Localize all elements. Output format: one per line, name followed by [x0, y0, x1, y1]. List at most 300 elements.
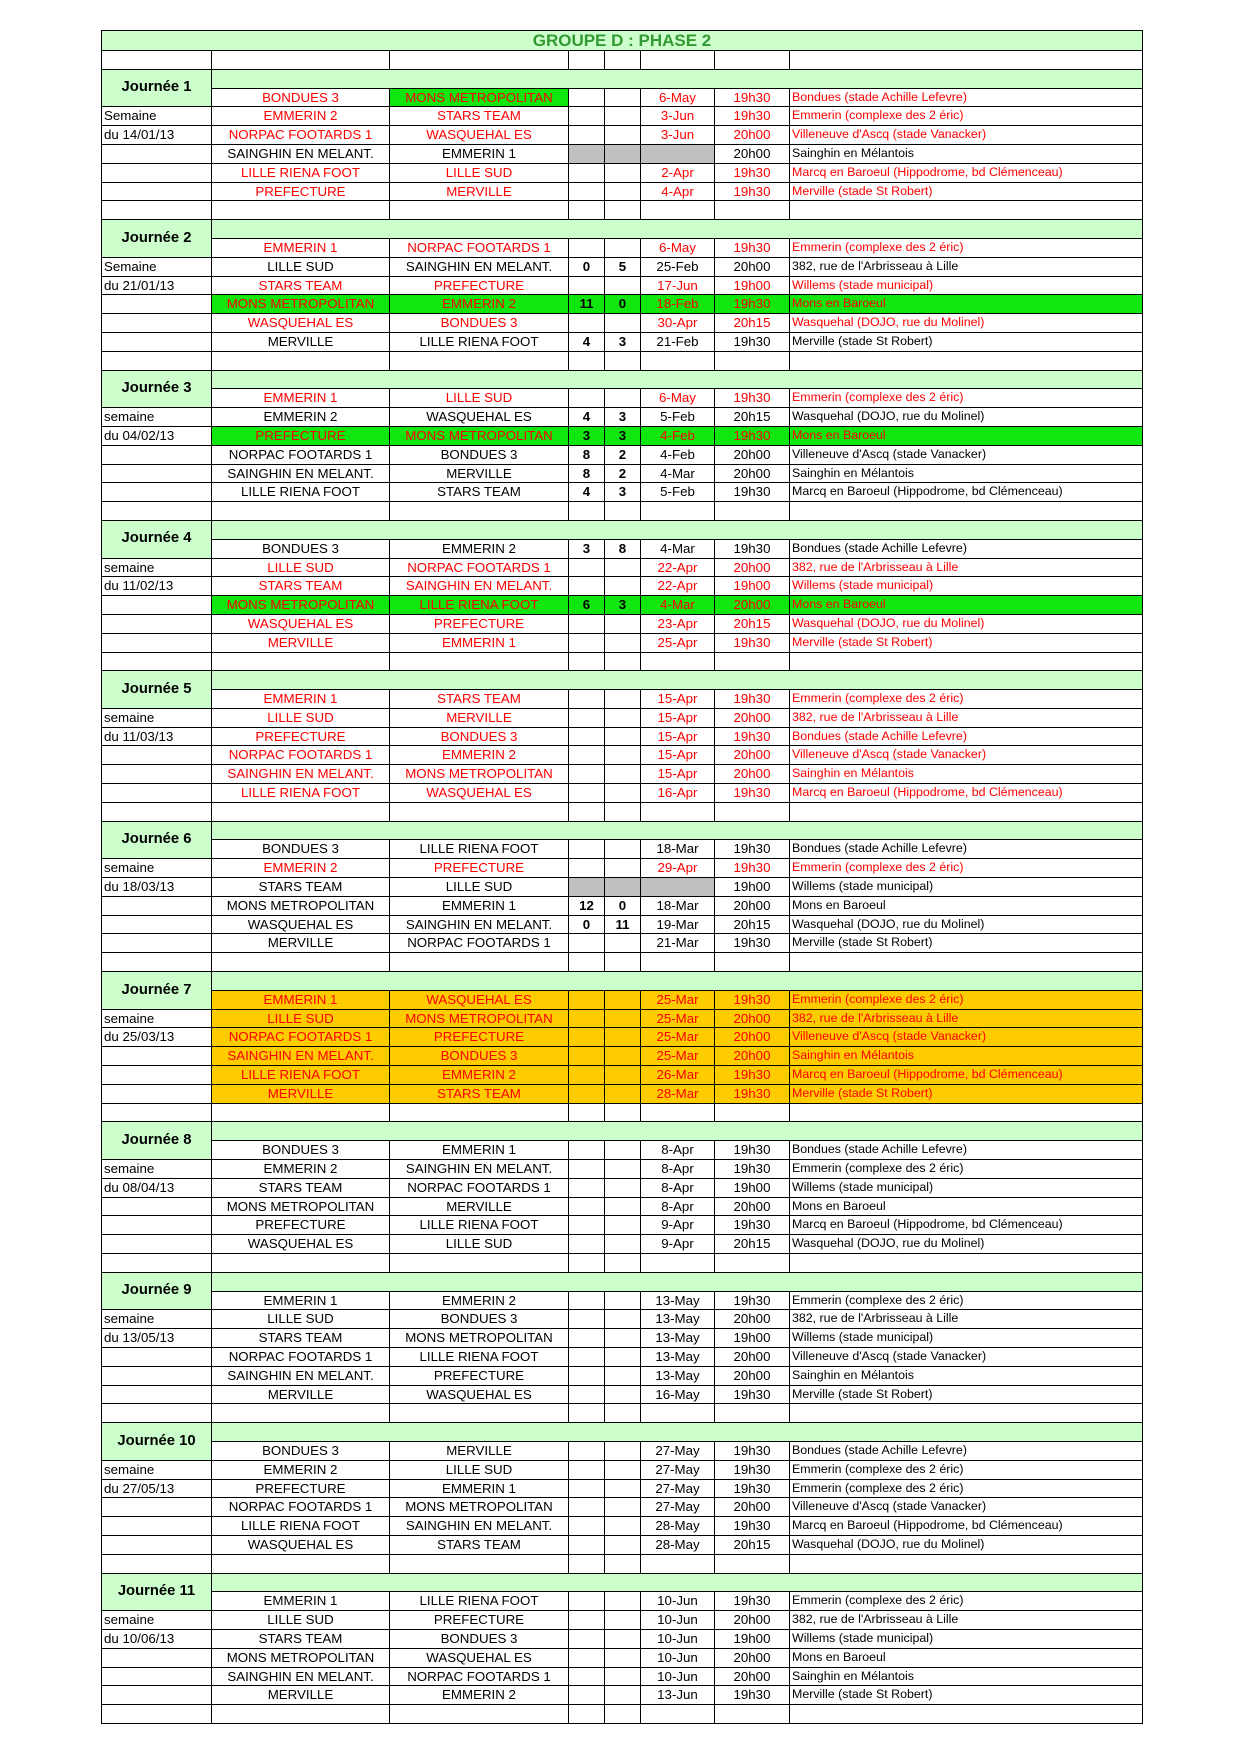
empty-cell	[569, 352, 605, 371]
home-team-cell: PREFECTURE	[212, 1480, 390, 1499]
match-date-cell: 8-Apr	[641, 1160, 715, 1179]
away-team-cell: BONDUES 3	[390, 446, 569, 465]
home-score-cell	[569, 126, 605, 145]
away-team-cell: MONS METROPOLITAN	[390, 89, 569, 108]
home-score-cell	[569, 634, 605, 653]
match-date-cell: 25-Mar	[641, 1010, 715, 1029]
week-start-date: du 04/02/13	[102, 427, 212, 446]
away-team-cell: MONS METROPOLITAN	[390, 1010, 569, 1029]
home-score-cell	[569, 765, 605, 784]
match-date-cell: 4-Apr	[641, 183, 715, 202]
match-date-cell: 15-Apr	[641, 746, 715, 765]
away-score-cell	[605, 1536, 641, 1555]
empty-cell	[790, 51, 1143, 70]
venue-cell: Mons en Baroeul	[790, 427, 1143, 446]
away-score-cell	[605, 1160, 641, 1179]
match-date-cell: 21-Feb	[641, 333, 715, 352]
journee-label: Journée 6	[102, 822, 212, 860]
journee-block	[102, 822, 1143, 972]
match-date-cell: 3-Jun	[641, 126, 715, 145]
match-time-cell: 20h15	[715, 1235, 790, 1254]
match-time-cell: 19h30	[715, 859, 790, 878]
home-team-cell: WASQUEHAL ES	[212, 1235, 390, 1254]
venue-cell: Emmerin (complexe des 2 éric)	[790, 1292, 1143, 1311]
home-score-cell	[569, 1235, 605, 1254]
empty-cell	[641, 1104, 715, 1123]
home-score-cell	[569, 277, 605, 296]
match-date-cell: 27-May	[641, 1498, 715, 1517]
empty-cell	[102, 653, 212, 672]
home-score-cell	[569, 878, 605, 897]
home-score-cell	[569, 1386, 605, 1405]
home-score-cell	[569, 1160, 605, 1179]
journee-block	[102, 521, 1143, 671]
journee-label: Journée 9	[102, 1273, 212, 1311]
empty-cell	[212, 1555, 390, 1574]
away-score-cell: 2	[605, 465, 641, 484]
home-team-cell: PREFECTURE	[212, 427, 390, 446]
empty-cell	[790, 1705, 1143, 1724]
journee-label: Journée 10	[102, 1423, 212, 1461]
home-score-cell	[569, 1179, 605, 1198]
empty-cell	[102, 1649, 212, 1668]
match-time-cell: 19h30	[715, 540, 790, 559]
home-score-cell	[569, 1592, 605, 1611]
empty-cell	[605, 201, 641, 220]
away-team-cell: BONDUES 3	[390, 1630, 569, 1649]
home-score-cell	[569, 1480, 605, 1499]
home-team-cell: SAINGHIN EN MELANT.	[212, 765, 390, 784]
journee-block	[102, 1574, 1143, 1724]
home-score-cell: 8	[569, 446, 605, 465]
away-score-cell	[605, 1367, 641, 1386]
home-team-cell: EMMERIN 2	[212, 1160, 390, 1179]
match-date-cell: 15-Apr	[641, 690, 715, 709]
match-time-cell: 19h00	[715, 1179, 790, 1198]
venue-cell: Emmerin (complexe des 2 éric)	[790, 1160, 1143, 1179]
away-team-cell: LILLE RIENA FOOT	[390, 333, 569, 352]
home-team-cell: LILLE SUD	[212, 1611, 390, 1630]
away-score-cell	[605, 1517, 641, 1536]
home-score-cell	[569, 1310, 605, 1329]
empty-cell	[715, 1254, 790, 1273]
match-time-cell: 19h30	[715, 427, 790, 446]
empty-cell	[790, 201, 1143, 220]
venue-cell: Merville (stade St Robert)	[790, 1386, 1143, 1405]
home-score-cell	[569, 1367, 605, 1386]
home-team-cell: MERVILLE	[212, 634, 390, 653]
home-team-cell: MONS METROPOLITAN	[212, 596, 390, 615]
away-score-cell	[605, 709, 641, 728]
journee-label: Journée 3	[102, 371, 212, 409]
match-time-cell: 20h00	[715, 465, 790, 484]
venue-cell: Villeneuve d'Ascq (stade Vanacker)	[790, 126, 1143, 145]
empty-cell	[102, 916, 212, 935]
away-team-cell: NORPAC FOOTARDS 1	[390, 1668, 569, 1687]
home-score-cell	[569, 1141, 605, 1160]
away-team-cell: EMMERIN 2	[390, 295, 569, 314]
journee-block	[102, 1122, 1143, 1272]
match-time-cell: 19h30	[715, 164, 790, 183]
empty-cell	[212, 803, 390, 822]
away-score-cell	[605, 1310, 641, 1329]
journee-block	[102, 671, 1143, 821]
empty-cell	[102, 1216, 212, 1235]
match-time-cell: 19h30	[715, 295, 790, 314]
match-time-cell: 20h00	[715, 1649, 790, 1668]
empty-cell	[102, 295, 212, 314]
match-time-cell: 19h30	[715, 728, 790, 747]
away-score-cell: 0	[605, 295, 641, 314]
empty-cell	[605, 1705, 641, 1724]
match-time-cell: 19h30	[715, 1461, 790, 1480]
home-team-cell: EMMERIN 1	[212, 690, 390, 709]
match-date-cell: 16-May	[641, 1386, 715, 1405]
home-score-cell: 11	[569, 295, 605, 314]
home-team-cell: NORPAC FOOTARDS 1	[212, 1348, 390, 1367]
match-time-cell: 19h30	[715, 1160, 790, 1179]
away-score-cell: 3	[605, 408, 641, 427]
away-score-cell	[605, 1085, 641, 1104]
home-team-cell: BONDUES 3	[212, 1442, 390, 1461]
away-score-cell	[605, 1235, 641, 1254]
empty-cell	[102, 145, 212, 164]
home-score-cell	[569, 107, 605, 126]
away-score-cell	[605, 1461, 641, 1480]
match-time-cell: 19h00	[715, 1329, 790, 1348]
empty-cell	[212, 1404, 390, 1423]
empty-cell	[102, 483, 212, 502]
home-team-cell: MERVILLE	[212, 333, 390, 352]
home-team-cell: SAINGHIN EN MELANT.	[212, 145, 390, 164]
home-score-cell	[569, 1668, 605, 1687]
match-date-cell: 8-Apr	[641, 1198, 715, 1217]
home-score-cell	[569, 1517, 605, 1536]
home-team-cell: LILLE RIENA FOOT	[212, 483, 390, 502]
empty-cell	[641, 803, 715, 822]
week-start-date: du 14/01/13	[102, 126, 212, 145]
away-score-cell	[605, 934, 641, 953]
match-time-cell: 20h15	[715, 1536, 790, 1555]
home-team-cell: MONS METROPOLITAN	[212, 1198, 390, 1217]
match-date-cell: 18-Mar	[641, 840, 715, 859]
venue-cell: Emmerin (complexe des 2 éric)	[790, 107, 1143, 126]
empty-cell	[605, 953, 641, 972]
journee-header-band	[212, 220, 1143, 239]
away-team-cell: LILLE SUD	[390, 1235, 569, 1254]
match-date-cell: 28-May	[641, 1517, 715, 1536]
venue-cell: Mons en Baroeul	[790, 596, 1143, 615]
empty-cell	[641, 201, 715, 220]
venue-cell: 382, rue de l'Arbrisseau à Lille	[790, 258, 1143, 277]
home-team-cell: LILLE RIENA FOOT	[212, 164, 390, 183]
away-team-cell: EMMERIN 1	[390, 1141, 569, 1160]
week-label: semaine	[102, 408, 212, 427]
empty-cell	[102, 1047, 212, 1066]
home-team-cell: NORPAC FOOTARDS 1	[212, 1498, 390, 1517]
match-time-cell: 20h00	[715, 709, 790, 728]
match-time-cell: 19h30	[715, 1066, 790, 1085]
empty-cell	[569, 653, 605, 672]
match-date-cell: 9-Apr	[641, 1216, 715, 1235]
away-score-cell	[605, 1611, 641, 1630]
away-team-cell: NORPAC FOOTARDS 1	[390, 1179, 569, 1198]
empty-cell	[605, 1555, 641, 1574]
venue-cell: Willems (stade municipal)	[790, 577, 1143, 596]
away-score-cell	[605, 107, 641, 126]
home-team-cell: MONS METROPOLITAN	[212, 1649, 390, 1668]
home-team-cell: STARS TEAM	[212, 878, 390, 897]
away-score-cell	[605, 784, 641, 803]
week-start-date: du 27/05/13	[102, 1480, 212, 1499]
match-time-cell: 19h30	[715, 1442, 790, 1461]
empty-cell	[102, 934, 212, 953]
empty-cell	[641, 51, 715, 70]
match-time-cell: 19h30	[715, 1085, 790, 1104]
venue-cell: Mons en Baroeul	[790, 1198, 1143, 1217]
empty-cell	[212, 1705, 390, 1724]
home-team-cell: BONDUES 3	[212, 540, 390, 559]
home-team-cell: MERVILLE	[212, 1386, 390, 1405]
match-date-cell: 4-Feb	[641, 446, 715, 465]
match-time-cell: 19h30	[715, 107, 790, 126]
journee-header-band	[212, 70, 1143, 89]
match-time-cell: 20h00	[715, 746, 790, 765]
venue-cell: Wasquehal (DOJO, rue du Molinel)	[790, 1235, 1143, 1254]
empty-cell	[102, 1348, 212, 1367]
week-label: semaine	[102, 1160, 212, 1179]
match-date-cell: 10-Jun	[641, 1592, 715, 1611]
journee-header-band	[212, 1423, 1143, 1442]
away-team-cell: SAINGHIN EN MELANT.	[390, 577, 569, 596]
away-team-cell: BONDUES 3	[390, 728, 569, 747]
home-score-cell	[569, 183, 605, 202]
match-time-cell: 20h00	[715, 145, 790, 164]
away-team-cell: BONDUES 3	[390, 314, 569, 333]
week-start-date: du 25/03/13	[102, 1028, 212, 1047]
home-team-cell: STARS TEAM	[212, 1630, 390, 1649]
home-team-cell: SAINGHIN EN MELANT.	[212, 1047, 390, 1066]
away-team-cell: MERVILLE	[390, 183, 569, 202]
empty-cell	[569, 953, 605, 972]
venue-cell: 382, rue de l'Arbrisseau à Lille	[790, 1010, 1143, 1029]
venue-cell: Mons en Baroeul	[790, 295, 1143, 314]
venue-cell: Willems (stade municipal)	[790, 1329, 1143, 1348]
venue-cell: Sainghin en Mélantois	[790, 765, 1143, 784]
home-score-cell	[569, 859, 605, 878]
empty-cell	[212, 653, 390, 672]
venue-cell: Wasquehal (DOJO, rue du Molinel)	[790, 408, 1143, 427]
empty-cell	[715, 653, 790, 672]
away-score-cell	[605, 1442, 641, 1461]
venue-cell: Villeneuve d'Ascq (stade Vanacker)	[790, 1348, 1143, 1367]
match-date-cell: 2-Apr	[641, 164, 715, 183]
home-team-cell: SAINGHIN EN MELANT.	[212, 465, 390, 484]
journee-block	[102, 220, 1143, 370]
away-team-cell: EMMERIN 2	[390, 1686, 569, 1705]
home-team-cell: MERVILLE	[212, 1686, 390, 1705]
match-time-cell: 20h00	[715, 126, 790, 145]
empty-cell	[605, 1254, 641, 1273]
empty-cell	[605, 51, 641, 70]
away-score-cell	[605, 690, 641, 709]
home-team-cell: NORPAC FOOTARDS 1	[212, 446, 390, 465]
empty-cell	[390, 502, 569, 521]
away-team-cell: MONS METROPOLITAN	[390, 427, 569, 446]
away-team-cell: NORPAC FOOTARDS 1	[390, 239, 569, 258]
home-team-cell: WASQUEHAL ES	[212, 916, 390, 935]
empty-cell	[212, 502, 390, 521]
venue-cell: Wasquehal (DOJO, rue du Molinel)	[790, 314, 1143, 333]
venue-cell: Merville (stade St Robert)	[790, 1686, 1143, 1705]
match-date-cell: 13-Jun	[641, 1686, 715, 1705]
away-team-cell: SAINGHIN EN MELANT.	[390, 258, 569, 277]
empty-cell	[641, 953, 715, 972]
venue-cell: Emmerin (complexe des 2 éric)	[790, 389, 1143, 408]
match-time-cell: 20h00	[715, 1310, 790, 1329]
home-score-cell	[569, 89, 605, 108]
away-team-cell: LILLE SUD	[390, 878, 569, 897]
journee-block	[102, 1423, 1143, 1573]
week-start-date: du 18/03/13	[102, 878, 212, 897]
match-date-cell: 9-Apr	[641, 1235, 715, 1254]
home-score-cell	[569, 615, 605, 634]
home-score-cell: 4	[569, 408, 605, 427]
home-score-cell	[569, 239, 605, 258]
match-time-cell: 20h00	[715, 1348, 790, 1367]
journee-label: Journée 4	[102, 521, 212, 559]
away-score-cell	[605, 634, 641, 653]
match-date-cell: 6-May	[641, 239, 715, 258]
match-time-cell: 19h30	[715, 389, 790, 408]
journee-header-band	[212, 1574, 1143, 1593]
match-date-cell	[641, 145, 715, 164]
empty-cell	[715, 1404, 790, 1423]
home-team-cell: WASQUEHAL ES	[212, 615, 390, 634]
home-team-cell: LILLE SUD	[212, 1010, 390, 1029]
away-team-cell: EMMERIN 2	[390, 746, 569, 765]
home-score-cell	[569, 690, 605, 709]
away-score-cell	[605, 1386, 641, 1405]
home-score-cell	[569, 1216, 605, 1235]
away-score-cell	[605, 765, 641, 784]
away-team-cell: NORPAC FOOTARDS 1	[390, 559, 569, 578]
away-score-cell	[605, 1198, 641, 1217]
match-date-cell	[641, 878, 715, 897]
match-time-cell: 20h00	[715, 1668, 790, 1687]
home-team-cell: EMMERIN 1	[212, 389, 390, 408]
match-time-cell: 20h00	[715, 897, 790, 916]
empty-cell	[569, 51, 605, 70]
away-team-cell: SAINGHIN EN MELANT.	[390, 1517, 569, 1536]
away-team-cell: WASQUEHAL ES	[390, 1649, 569, 1668]
away-team-cell: LILLE RIENA FOOT	[390, 840, 569, 859]
away-score-cell: 3	[605, 596, 641, 615]
away-score-cell: 11	[605, 916, 641, 935]
empty-cell	[102, 51, 212, 70]
home-team-cell: PREFECTURE	[212, 728, 390, 747]
away-score-cell	[605, 1047, 641, 1066]
away-team-cell: EMMERIN 1	[390, 145, 569, 164]
journee-header-band	[212, 371, 1143, 390]
away-team-cell: PREFECTURE	[390, 859, 569, 878]
match-date-cell: 10-Jun	[641, 1611, 715, 1630]
away-team-cell: LILLE RIENA FOOT	[390, 1592, 569, 1611]
away-score-cell	[605, 1066, 641, 1085]
empty-cell	[641, 352, 715, 371]
away-team-cell: PREFECTURE	[390, 1028, 569, 1047]
home-team-cell: NORPAC FOOTARDS 1	[212, 746, 390, 765]
home-score-cell	[569, 1047, 605, 1066]
venue-cell: Marcq en Baroeul (Hippodrome, bd Clémenceau)	[790, 1517, 1143, 1536]
home-score-cell	[569, 559, 605, 578]
away-team-cell: PREFECTURE	[390, 1611, 569, 1630]
home-score-cell	[569, 314, 605, 333]
journee-label: Journée 7	[102, 972, 212, 1010]
match-time-cell: 19h30	[715, 183, 790, 202]
empty-cell	[102, 1517, 212, 1536]
home-score-cell	[569, 728, 605, 747]
week-start-date: du 10/06/13	[102, 1630, 212, 1649]
empty-cell	[641, 1254, 715, 1273]
away-score-cell	[605, 1329, 641, 1348]
away-score-cell	[605, 878, 641, 897]
home-score-cell	[569, 991, 605, 1010]
away-team-cell: EMMERIN 1	[390, 1480, 569, 1499]
home-score-cell	[569, 934, 605, 953]
home-team-cell: STARS TEAM	[212, 1329, 390, 1348]
match-date-cell: 15-Apr	[641, 765, 715, 784]
empty-cell	[102, 1668, 212, 1687]
journee-label: Journée 2	[102, 220, 212, 258]
venue-cell: Willems (stade municipal)	[790, 277, 1143, 296]
home-score-cell: 8	[569, 465, 605, 484]
journee-header-band	[212, 822, 1143, 841]
match-date-cell: 10-Jun	[641, 1630, 715, 1649]
away-score-cell	[605, 840, 641, 859]
match-date-cell: 5-Feb	[641, 483, 715, 502]
home-score-cell	[569, 164, 605, 183]
home-team-cell: LILLE SUD	[212, 1310, 390, 1329]
home-team-cell: BONDUES 3	[212, 1141, 390, 1160]
venue-cell: Bondues (stade Achille Lefevre)	[790, 728, 1143, 747]
home-score-cell	[569, 1010, 605, 1029]
match-date-cell: 3-Jun	[641, 107, 715, 126]
away-score-cell	[605, 559, 641, 578]
empty-cell	[569, 1404, 605, 1423]
venue-cell: 382, rue de l'Arbrisseau à Lille	[790, 1611, 1143, 1630]
week-start-date: du 08/04/13	[102, 1179, 212, 1198]
away-team-cell: MERVILLE	[390, 465, 569, 484]
match-date-cell: 16-Apr	[641, 784, 715, 803]
empty-cell	[212, 1254, 390, 1273]
match-time-cell: 19h30	[715, 239, 790, 258]
schedule-table	[101, 30, 1143, 1724]
venue-cell: Merville (stade St Robert)	[790, 183, 1143, 202]
venue-cell: Marcq en Baroeul (Hippodrome, bd Clémenceau)	[790, 164, 1143, 183]
empty-cell	[390, 352, 569, 371]
away-team-cell: STARS TEAM	[390, 483, 569, 502]
away-score-cell: 2	[605, 446, 641, 465]
venue-cell: Merville (stade St Robert)	[790, 634, 1143, 653]
empty-cell	[212, 1104, 390, 1123]
empty-cell	[212, 352, 390, 371]
venue-cell: Villeneuve d'Ascq (stade Vanacker)	[790, 1028, 1143, 1047]
empty-cell	[790, 1555, 1143, 1574]
match-time-cell: 20h00	[715, 446, 790, 465]
empty-cell	[715, 1705, 790, 1724]
empty-cell	[390, 1254, 569, 1273]
